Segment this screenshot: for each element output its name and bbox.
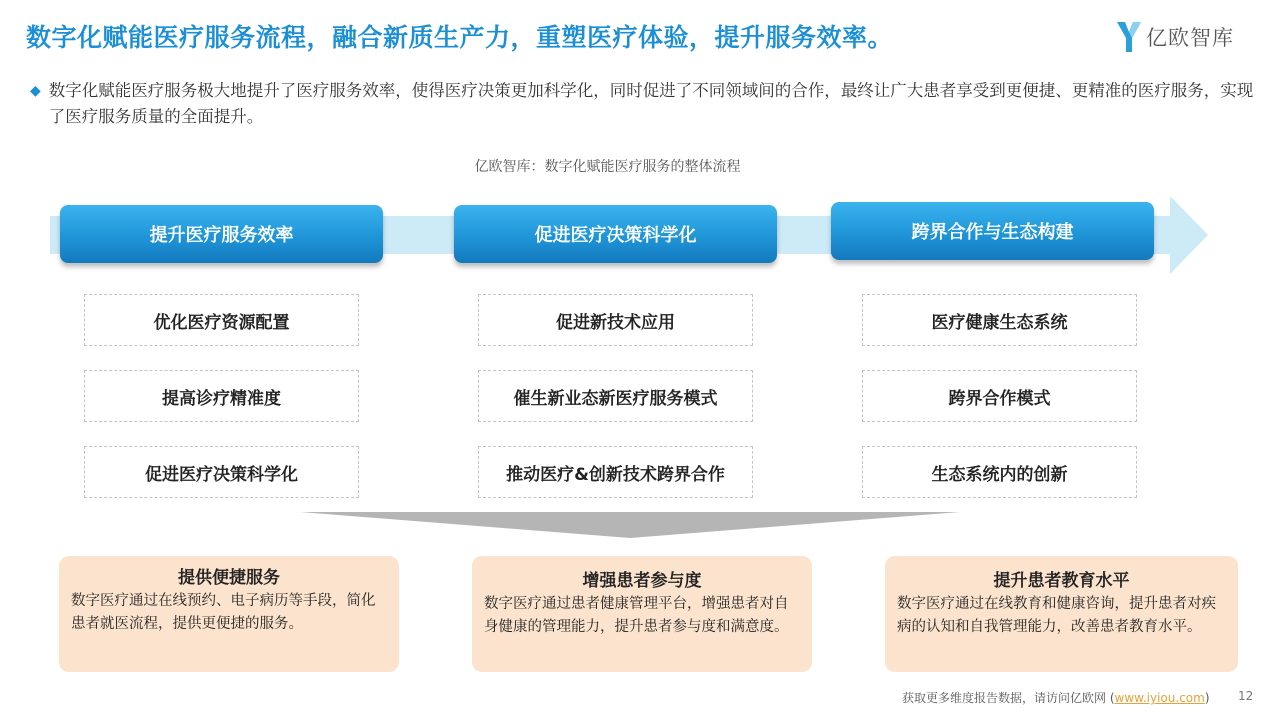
outcome-title: 增强患者参与度 <box>582 571 702 591</box>
footer-prefix: 获取更多维度报告数据，请访问亿欧网 ( <box>902 691 1115 705</box>
stage-item: 跨界合作模式 <box>862 370 1137 422</box>
diagram-caption: 亿欧智库：数字化赋能医疗服务的整体流程 <box>474 159 741 175</box>
intro-text: 数字化赋能医疗服务极大地提升了医疗服务效率，使得医疗决策更加科学化，同时促进了不同领域间的合作，最终让广大患者享受到更便捷、更精准的医疗服务，实现了医疗服务质量的全面提升。 <box>48 81 1254 126</box>
outcome-title: 提升患者教育水平 <box>993 571 1130 591</box>
outcome-card-engagement <box>472 556 812 672</box>
stage-header-ecosystem: 跨界合作与生态构建 <box>831 202 1154 260</box>
stage-item: 生态系统内的创新 <box>862 446 1137 498</box>
outcome-title: 提供便捷服务 <box>178 568 280 588</box>
logo <box>1116 20 1234 54</box>
stage-item: 提高诊疗精准度 <box>84 370 359 422</box>
stage-header-decision: 促进医疗决策科学化 <box>454 205 777 263</box>
stage-item: 推动医疗&创新技术跨界合作 <box>478 446 753 498</box>
footer-link[interactable]: www.iyiou.com <box>1114 691 1205 705</box>
stage-header-efficiency: 提升医疗服务效率 <box>60 205 383 263</box>
stage-item: 优化医疗资源配置 <box>84 294 359 346</box>
yiou-logo-icon <box>1116 20 1142 54</box>
stage-item: 医疗健康生态系统 <box>862 294 1137 346</box>
page-number: 12 <box>1238 689 1254 703</box>
intro-paragraph <box>30 78 1255 130</box>
outcome-body: 数字医疗通过在线预约、电子病历等手段，简化患者就医流程，提供更便捷的服务。 <box>71 593 376 632</box>
page-title: 数字化赋能医疗服务流程，融合新质生产力，重塑医疗体验，提升服务效率。 <box>26 23 894 52</box>
outcome-card-convenience <box>59 556 399 672</box>
footer-note <box>902 689 1210 706</box>
funnel-connector <box>300 510 960 540</box>
outcome-body: 数字医疗通过患者健康管理平台，增强患者对自身健康的管理能力，提升患者参与度和满意度。 <box>484 596 789 635</box>
outcome-body: 数字医疗通过在线教育和健康咨询，提升患者对疾病的认知和自我管理能力，改善患者教育水平。 <box>897 596 1216 635</box>
stage-item: 促进新技术应用 <box>478 294 753 346</box>
logo-text: 亿欧智库 <box>1146 26 1234 50</box>
stage-item: 催生新业态新医疗服务模式 <box>478 370 753 422</box>
diamond-bullet-icon: ◆ <box>30 83 41 99</box>
footer-suffix: ) <box>1204 691 1210 705</box>
outcome-card-education <box>885 556 1238 672</box>
stage-item: 促进医疗决策科学化 <box>84 446 359 498</box>
